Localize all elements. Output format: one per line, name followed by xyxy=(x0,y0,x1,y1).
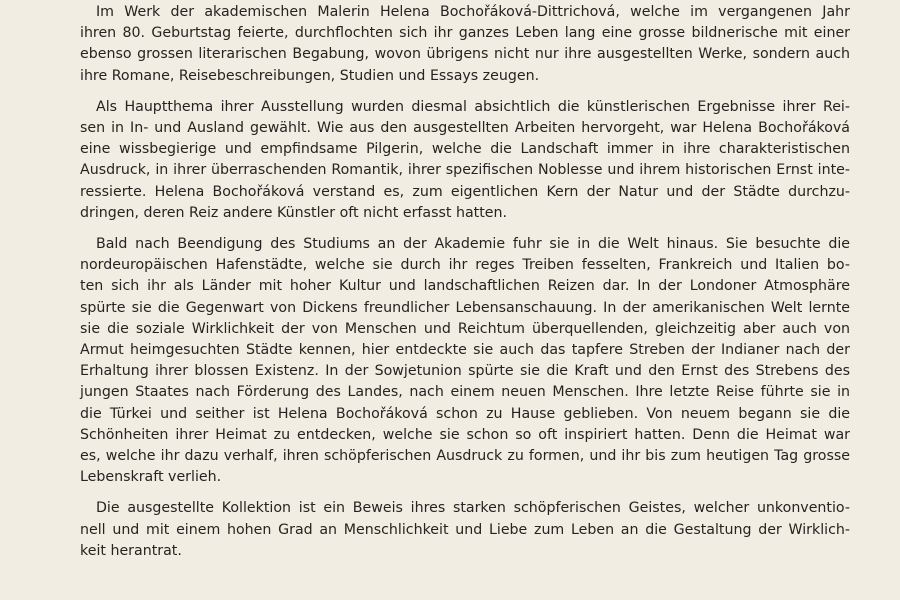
paragraph-1 xyxy=(80,2,850,87)
text-line: es, welche ihr dazu verhalf, ihren schöpferischen Ausdruck zu formen, und ihr bis zum heutigen Tag grosse xyxy=(80,448,850,465)
text-line: sie die soziale Wirklichkeit der von Menschen und Reichtum überquellenden, gleichzeitig aber auch von xyxy=(80,320,850,337)
paragraph-2 xyxy=(80,97,850,224)
text-line: Die ausgestellte Kollektion ist ein Beweis ihres starken schöpferischen Geistes, welcher unkonventio- xyxy=(96,500,850,517)
text-line: die Türkei und seither ist Helena Bochořáková schon zu Hause geblieben. Von neuem begann sie die xyxy=(80,405,850,422)
text-line: ebenso grossen literarischen Begabung, wovon übrigens nicht nur ihre ausgestellten Werke, sondern auch xyxy=(80,46,850,63)
text-line: ressierte. Helena Bochořáková verstand es, zum eigentlichen Kern der Natur und der Städte durchzu- xyxy=(80,183,850,200)
text-line: eine wissbegierige und empfindsame Pilgerin, welche die Landschaft immer in ihre charakteristischen xyxy=(80,141,850,158)
text-line: dringen, deren Reiz andere Künstler oft nicht erfasst hatten. xyxy=(80,204,508,221)
text-line: Lebenskraft verlieh. xyxy=(80,469,222,486)
text-line: ten sich ihr als Länder mit hoher Kultur und landschaftlichen Reizen dar. In der Londoner Atmosphäre xyxy=(80,278,850,295)
text-line: nell und mit einem hohen Grad an Menschlichkeit und Liebe zum Leben an die Gestaltung der Wirklich- xyxy=(80,521,850,538)
text-line: spürte sie die Gegenwart von Dickens freundlicher Lebensanschauung. In der amerikanischen Welt lernte xyxy=(80,299,850,316)
text-line: sen in In- und Ausland gewählt. Wie aus den ausgestellten Arbeiten hervorgeht, war Helena Bochořáková xyxy=(80,120,850,137)
text-line: Armut heimgesuchten Städte kennen, hier entdeckte sie auch das tapfere Streben der Indianer nach der xyxy=(80,342,850,359)
text-line: Schönheiten ihrer Heimat zu entdecken, welche sie schon so oft inspiriert hatten. Denn die Heimat war xyxy=(80,426,850,443)
text-line: keit herantrat. xyxy=(80,542,182,559)
text-line: Erhaltung ihrer blossen Existenz. In der Sowjetunion spürte sie die Kraft und den Ernst des Strebens des xyxy=(80,363,850,380)
paragraph-3 xyxy=(80,234,850,488)
text-line: nordeuropäischen Hafenstädte, welche sie durch ihr reges Treiben fesselten, Frankreich und Italien bo- xyxy=(80,257,850,274)
text-line: Im Werk der akademischen Malerin Helena Bochořáková-Dittrichová, welche im vergangenen Jahr xyxy=(96,4,850,20)
text-line: Ausdruck, in ihrer überraschenden Romantik, ihrer spezifischen Noblesse und ihrem historischen Ernst inte- xyxy=(80,162,850,179)
text-line: Als Hauptthema ihrer Ausstellung wurden diesmal absichtlich die künstlerischen Ergebnisse ihrer Rei- xyxy=(96,98,850,115)
paragraph-4 xyxy=(80,498,850,562)
text-line: ihren 80. Geburtstag feierte, durchflochten sich ihr ganzes Leben lang eine grosse bildnerische mit einer xyxy=(80,25,850,42)
text-line: jungen Staates nach Förderung des Landes, nach einem neuen Menschen. Ihre letzte Reise führte sie in xyxy=(80,384,850,401)
text-line: Bald nach Beendigung des Studiums an der Akademie fuhr sie in die Welt hinaus. Sie besuchte die xyxy=(96,236,850,253)
document-page xyxy=(80,0,850,600)
text-line: ihre Romane, Reisebeschreibungen, Studien und Essays zeugen. xyxy=(80,67,540,84)
